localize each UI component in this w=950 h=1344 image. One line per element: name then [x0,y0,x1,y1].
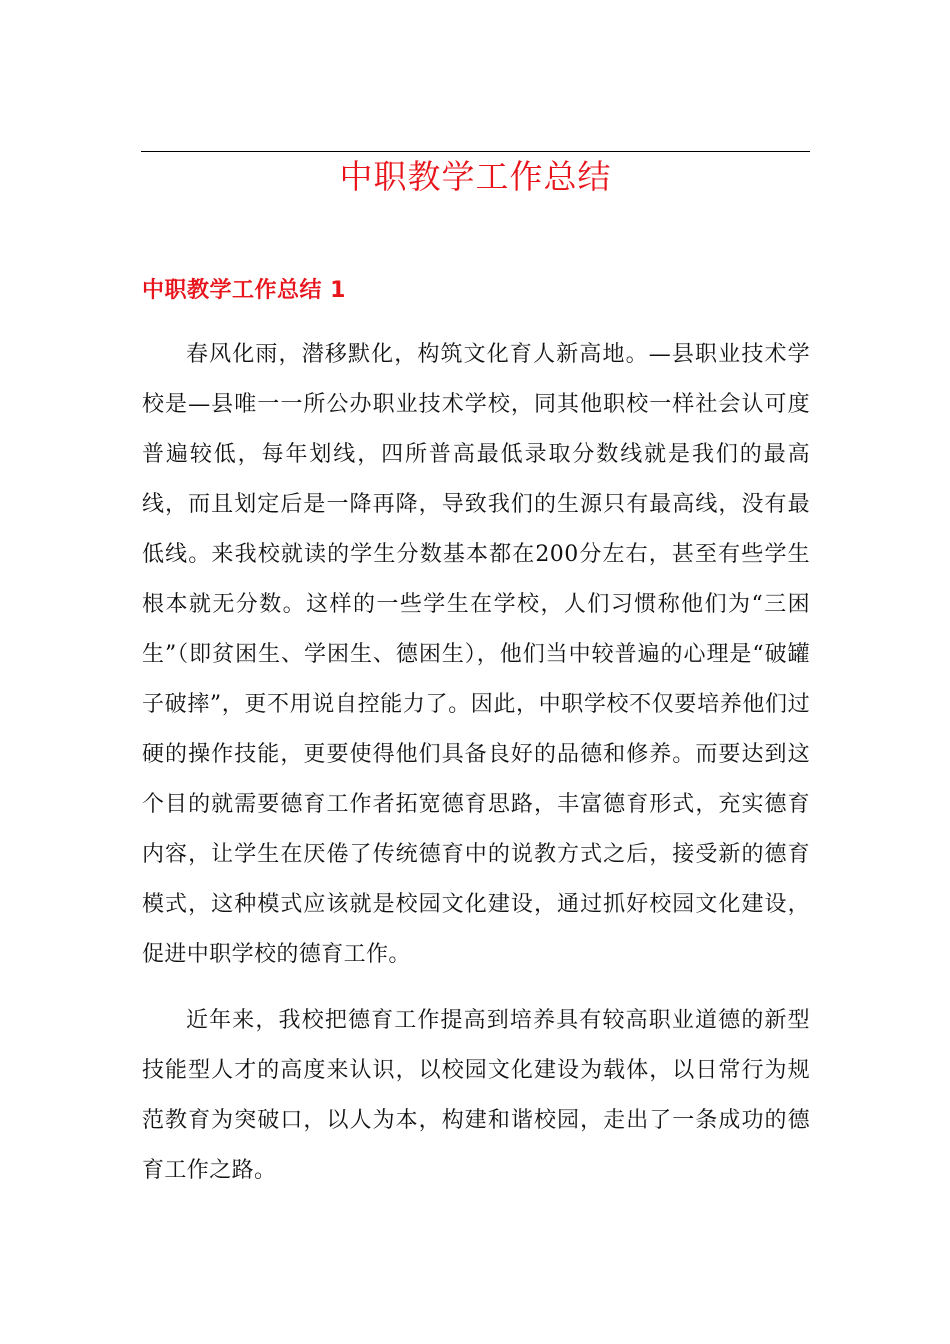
body-paragraph-1: 春风化雨，潜移默化，构筑文化育人新高地。—县职业技术学校是—县唯一一所公办职业技术学校，同其他职校一样社会认可度普遍较低，每年划线，四所普高最低录取分数线就是我们的最高线，而且划定后是一降再降，导致我们的生源只有最高线，没有最低线。来我校就读的学生分数基本都在200分左右，甚至有些学生根本就无分数。这样的一些学生在学校，人们习惯称他们为“三困生”（即贫困生、学困生、德困生），他们当中较普遍的心理是“破罐子破摔”，更不用说自控能力了。因此，中职学校不仅要培养他们过硬的操作技能，更要使得他们具备良好的品德和修养。而要达到这个目的就需要德育工作者拓宽德育思路，丰富德育形式，充实德育内容，让学生在厌倦了传统德育中的说教方式之后，接受新的德育模式，这种模式应该就是校园文化建设，通过抓好校园文化建设，促进中职学校的德育工作。 [142,342,810,967]
section-heading: 中职教学工作总结 1 [142,278,346,303]
top-rule [141,151,810,152]
page-title: 中职教学工作总结 [339,157,612,196]
body-paragraph-2: 近年来，我校把德育工作提高到培养具有较高职业道德的新型技能型人才的高度来认识，以校园文化建设为载体，以日常行为规范教育为突破口，以人为本，构建和谐校园，走出了一条成功的德育工作之路。 [142,1008,810,1183]
